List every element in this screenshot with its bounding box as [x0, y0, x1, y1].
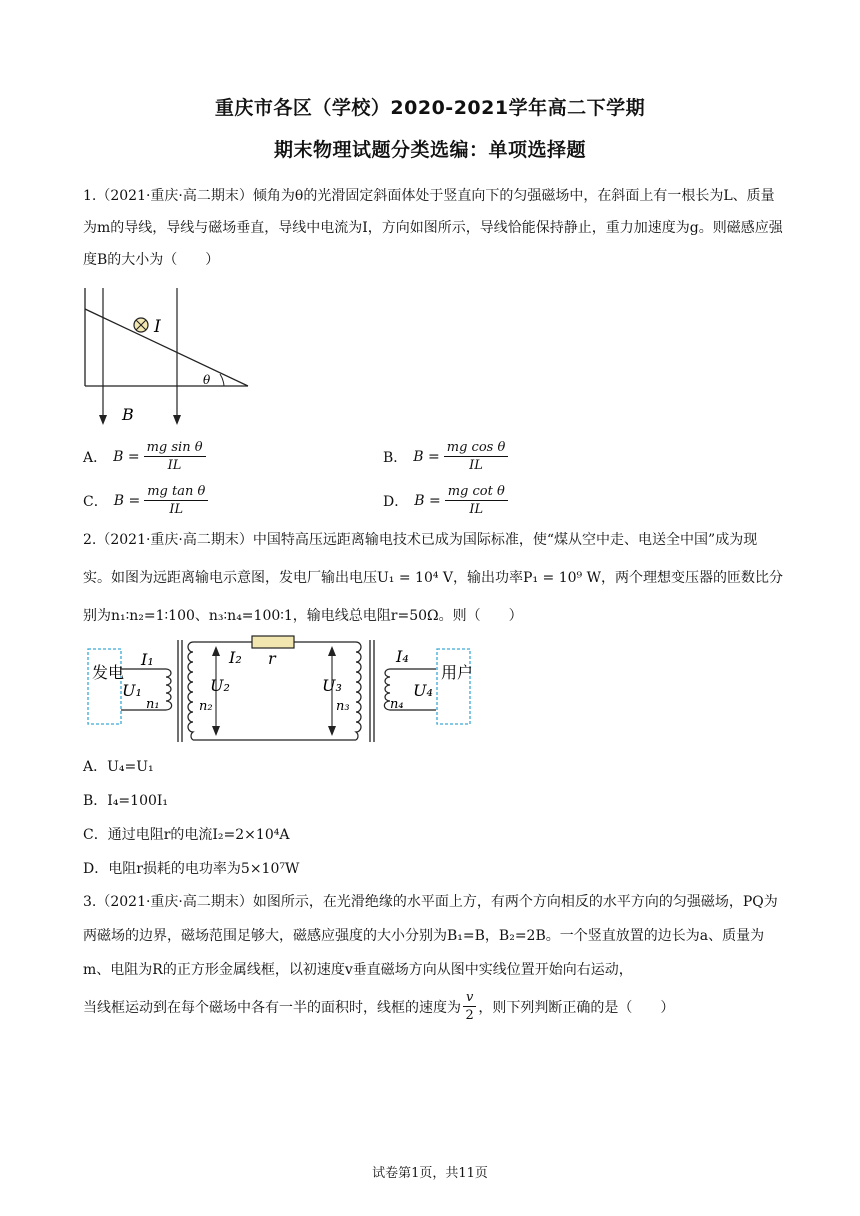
q2-option-a: A．U₄=U₁ [83, 759, 154, 775]
label-U1: U₁ [122, 681, 142, 700]
label-n2: n₂ [199, 699, 213, 714]
question-3-text: 3.（2021·重庆·高二期末）如图所示，在光滑绝缘的水平面上方，有两个方向相反的水平方向的匀强磁场，PQ为两磁场的边界，磁场范围足够大，磁感应强度的大小分别为B₁=B，B₂=2B。一个竖直放置的边长为a、质量为m、电阻为R的正方形金属线框，以初速度v垂直磁场方向从图中实线位置开始向右运动， [83, 894, 778, 978]
label-n1: n₁ [146, 697, 160, 712]
q1-option-c: C． B = $\frac{\text{mg tan θ}}{IL}$ [83, 484, 208, 517]
generator-box [88, 649, 121, 724]
field-label: B [122, 405, 134, 424]
generator-label: 发电 [92, 663, 125, 682]
label-I1: I₁ [141, 650, 154, 669]
incline-figure [80, 288, 260, 436]
label-n4: n₄ [390, 697, 404, 712]
q2-option-d: D．电阻r损耗的电功率为5×10⁷W [83, 861, 300, 877]
q1-option-a: A． B = $\frac{\text{mg sin θ}}{IL}$ [83, 440, 206, 473]
field-arrow-left [99, 415, 107, 425]
page-footer: 试卷第1页，共11页 [372, 1166, 488, 1181]
question-1-text: 1.（2021·重庆·高二期末）倾角为θ的光滑固定斜面体处于竖直向下的匀强磁场中，在斜面上有一根长为L、质量为m的导线，导线与磁场垂直，导线中电流为I，方向如图所示，导线恰能保持静止，重力加速度为g。则磁感应强度B的大小为（ ） [83, 188, 783, 268]
current-label: I [154, 317, 161, 337]
coil-n2 [188, 642, 193, 740]
user-box [437, 649, 470, 724]
q2-option-b: B．I₄=100I₁ [83, 793, 169, 809]
coil-n1 [166, 669, 172, 710]
page-subtitle: 期末物理试题分类选编：单项选择题 [273, 139, 586, 161]
resistor-r [252, 636, 294, 648]
user-label: 用户 [441, 663, 474, 682]
incline-slope [85, 309, 248, 386]
transmission-diagram [86, 634, 478, 746]
field-arrow-right [173, 415, 181, 425]
q1-option-d: D． B = $\frac{\text{mg cot θ}}{IL}$ [383, 484, 508, 517]
label-U2: U₂ [210, 676, 230, 695]
label-I4: I₄ [396, 647, 409, 666]
question-2-text: 2.（2021·重庆·高二期末）中国特高压远距离输电技术已成为国际标准，使“煤从空中走、电送全中国”成为现实。如图为远距离输电示意图，发电厂输出电压U₁ = 10⁴ V，输出功率P₁ = 10⁹ W，两个理想变压器的匝数比分别为n₁∶n₂=1∶100、n₃∶n₄=100∶1，输电线总电阻r=50Ω。则（ ） [83, 532, 783, 624]
label-U3: U₃ [322, 676, 342, 695]
coil-n3 [356, 642, 361, 740]
page-title: 重庆市各区（学校）2020-2021学年高二下学期 [214, 97, 646, 119]
label-n3: n₃ [336, 699, 350, 714]
angle-label: θ [203, 373, 211, 387]
q2-option-c: C．通过电阻r的电流I₂=2×10⁴A [83, 827, 290, 843]
question-3-last-line: 当线框运动到在每个磁场中各有一半的面积时，线框的速度为 $\frac{v}{2}$ ，则下列判断正确的是（ ） [83, 990, 675, 1023]
q1-option-b: B． B = $\frac{\text{mg cos θ}}{IL}$ [383, 440, 508, 473]
label-I2: I₂ [229, 648, 242, 667]
label-r: r [268, 649, 276, 668]
label-U4: U₄ [413, 681, 433, 700]
